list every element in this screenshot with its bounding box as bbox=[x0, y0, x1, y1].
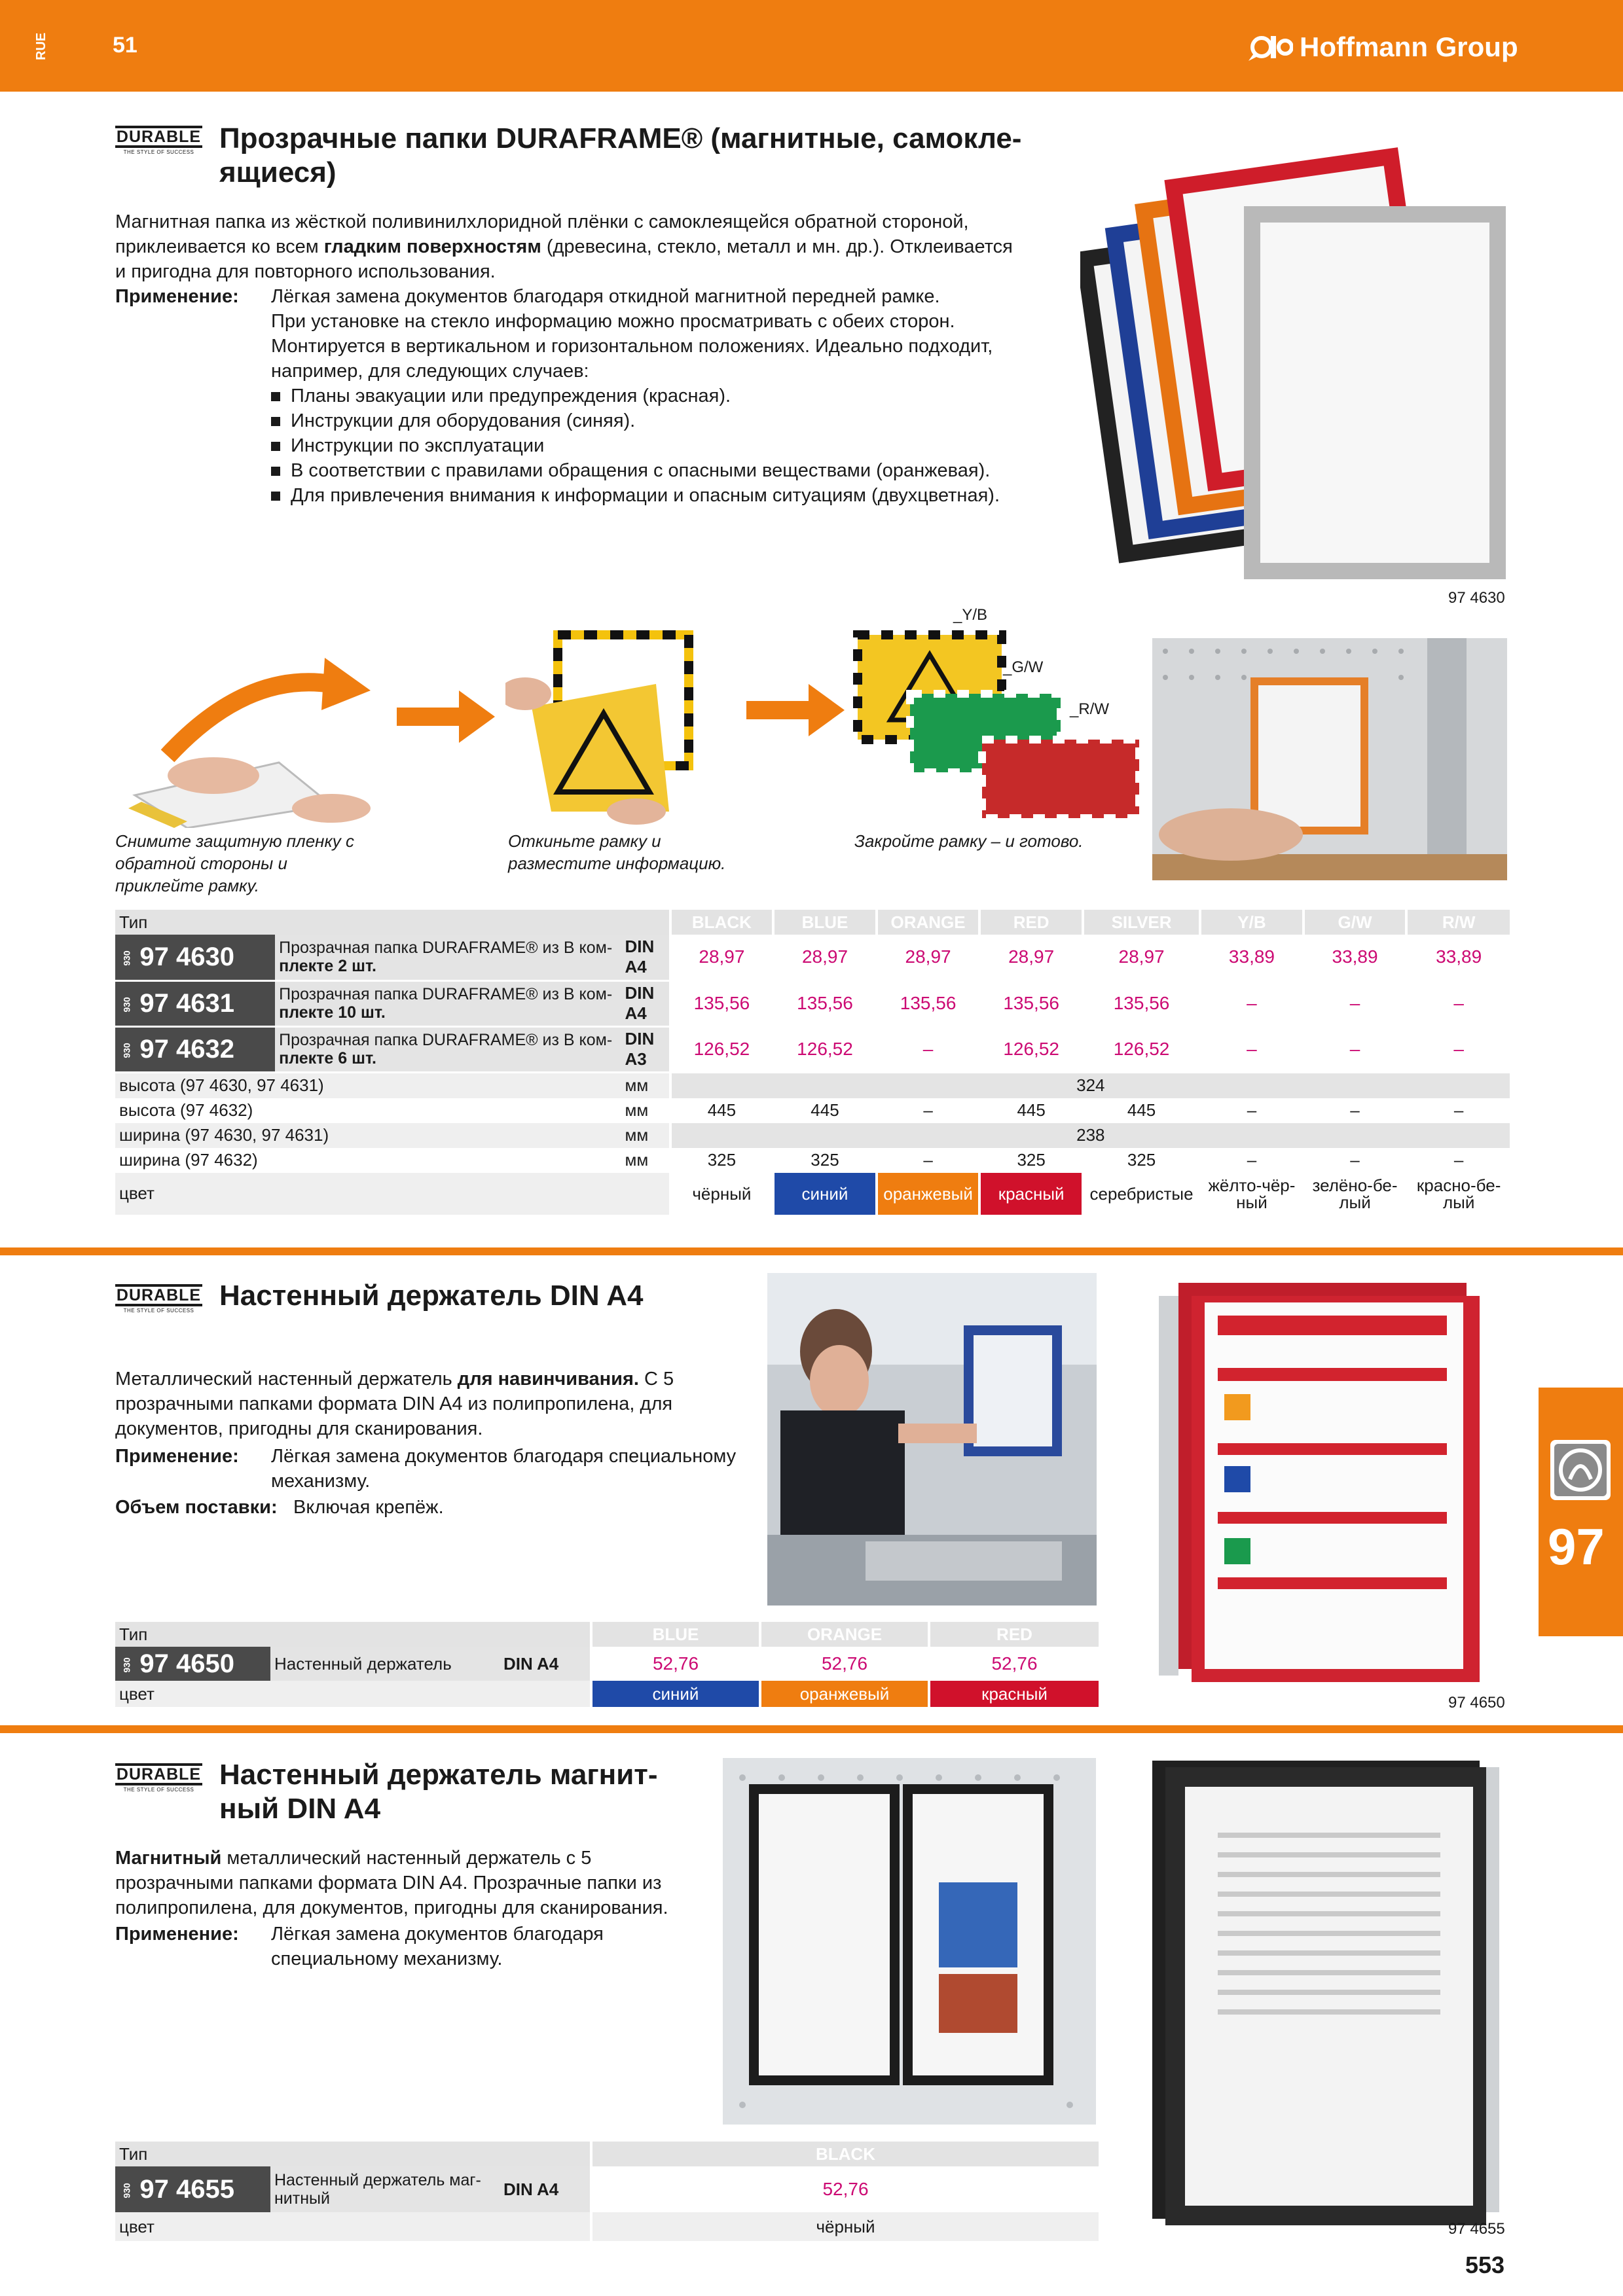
list-item: В соответствии с правилами обращения с опасными веществами (оранжевая). bbox=[271, 458, 1089, 483]
table-row bbox=[115, 980, 1510, 1026]
price-cell: 28,97 bbox=[1083, 935, 1200, 980]
spec-value: 445 bbox=[773, 1098, 877, 1123]
spec-value: – bbox=[1304, 1148, 1407, 1173]
chapter-tab[interactable] bbox=[1539, 1388, 1623, 1636]
color-swatch: красный bbox=[929, 1681, 1099, 1707]
section1-usage-label: Применение: bbox=[115, 286, 239, 307]
step1-caption: Снимите защитную пленку с обратной стороны и приклейте рамку. bbox=[115, 831, 354, 895]
color-label: цвет bbox=[115, 1173, 670, 1215]
article-format: DIN A4 bbox=[621, 935, 670, 980]
image-ref-974630: 97 4630 bbox=[1448, 589, 1505, 607]
section3-usage-label: Применение: bbox=[115, 1924, 239, 1945]
article-format: DIN A4 bbox=[621, 980, 670, 1026]
spec-unit: мм bbox=[621, 1123, 670, 1148]
price-cell: 33,89 bbox=[1200, 935, 1304, 980]
section3-description: Магнитный металлический настенный держатель с 5 прозрачными папками формата DIN A4. Прозрачные папки из полипропилена, для документов, пригодны для сканирования. bbox=[115, 1848, 668, 1918]
color-swatch: красный bbox=[979, 1173, 1083, 1215]
spec-unit: мм bbox=[625, 1150, 649, 1170]
article-format: DIN A4 bbox=[500, 2166, 591, 2212]
price-cell: 52,76 bbox=[760, 1647, 929, 1681]
section2-price-table bbox=[115, 1622, 1099, 1707]
spec-value: – bbox=[877, 1148, 980, 1173]
col-blue: BLUE bbox=[591, 1622, 760, 1647]
variant-label-yb: _Y/B bbox=[953, 606, 988, 624]
article-code[interactable]: 930 97 4655 bbox=[115, 2166, 270, 2212]
spec-value: 325 bbox=[979, 1148, 1083, 1173]
color-swatch: синий bbox=[773, 1173, 877, 1215]
magnetic-holder-product-photo bbox=[1139, 1754, 1510, 2229]
price-cell: 126,52 bbox=[979, 1026, 1083, 1072]
section1-description: Магнитная папка из жёсткой поливинилхлоридной плёнки с самоклеящейся обратной стороной, приклеивается ко всем гладким поверхностям (древесина, стекло, металл и мн. др.). Отклеивается и пригодна для повторного использования. bbox=[115, 211, 1013, 282]
step3-variants-photo bbox=[851, 628, 1146, 825]
spec-label: высота (97 4630, 97 4631) bbox=[115, 1072, 621, 1098]
spec-value: 324 bbox=[670, 1072, 1510, 1098]
color-swatch: жёлто-чёр- ный bbox=[1200, 1173, 1304, 1215]
step3-caption: Закройте рамку – и готово. bbox=[854, 831, 1084, 851]
spec-value: 445 bbox=[670, 1098, 774, 1123]
chapter-number: 97 bbox=[1548, 1518, 1605, 1575]
price-cell: 126,52 bbox=[670, 1026, 774, 1072]
section2-title: Настенный держатель DIN A4 bbox=[219, 1280, 644, 1312]
section1-usage-list bbox=[271, 384, 1089, 508]
col-red: RED bbox=[979, 910, 1083, 935]
table-row bbox=[115, 1026, 1510, 1072]
section-divider bbox=[0, 1247, 1623, 1255]
col-rw: R/W bbox=[1406, 910, 1510, 935]
col-yb: Y/B bbox=[1200, 910, 1304, 935]
article-format: DIN A4 bbox=[500, 1647, 591, 1681]
spec-row bbox=[115, 1148, 1510, 1173]
table-header-row bbox=[115, 910, 1510, 935]
durable-logo: DURABLE THE STYLE OF SUCCESS bbox=[115, 1763, 203, 1793]
image-ref-974655: 97 4655 bbox=[1448, 2220, 1505, 2238]
arrow-icon bbox=[397, 691, 495, 743]
price-cell: 28,97 bbox=[670, 935, 774, 980]
article-description: Прозрачная папка DURAFRAME® из В ком- плекте 10 шт. bbox=[275, 980, 621, 1026]
article-code[interactable]: 930 97 4632 bbox=[115, 1026, 275, 1072]
magnetic-holder-usage-photo bbox=[723, 1758, 1096, 2125]
col-black: BLACK bbox=[670, 910, 774, 935]
table-row bbox=[115, 1647, 1099, 1681]
color-swatch: красно-бе- лый bbox=[1406, 1173, 1510, 1215]
color-swatch: серебристые bbox=[1083, 1173, 1200, 1215]
spec-value: 325 bbox=[1083, 1148, 1200, 1173]
price-cell: – bbox=[1304, 1026, 1407, 1072]
list-item: Для привлечения внимания к информации и опасным ситуациям (двухцветная). bbox=[271, 483, 1089, 508]
type-header: Тип bbox=[115, 2142, 591, 2166]
price-cell: 33,89 bbox=[1406, 935, 1510, 980]
color-label: цвет bbox=[115, 2212, 591, 2241]
article-description: Прозрачная папка DURAFRAME® из В ком- плекте 6 шт. bbox=[275, 1026, 621, 1072]
spec-value: – bbox=[877, 1098, 980, 1123]
price-cell: 135,56 bbox=[979, 980, 1083, 1026]
arrow-icon bbox=[746, 684, 845, 736]
color-swatch: чёрный bbox=[591, 2212, 1099, 2241]
price-cell: 135,56 bbox=[670, 980, 774, 1026]
col-silver: SILVER bbox=[1083, 910, 1200, 935]
article-format: DIN A3 bbox=[621, 1026, 670, 1072]
article-code[interactable]: 930 97 4630 bbox=[115, 935, 275, 980]
price-cell: 28,97 bbox=[979, 935, 1083, 980]
price-cell: 126,52 bbox=[1083, 1026, 1200, 1072]
article-code[interactable]: 930 97 4650 bbox=[115, 1647, 270, 1681]
color-row bbox=[115, 1173, 1510, 1215]
spec-label: высота (97 4632) bbox=[119, 1100, 253, 1120]
spec-value: 445 bbox=[979, 1098, 1083, 1123]
spec-label: ширина (97 4632) bbox=[119, 1150, 258, 1170]
section2-description: Металлический настенный держатель для навинчивания. С 5 прозрачными папками формата DIN A4 из полипропилена, для документов, пригодны для сканирования. bbox=[115, 1369, 674, 1439]
durable-logo: DURABLE THE STYLE OF SUCCESS bbox=[115, 1284, 203, 1314]
list-item: Планы эвакуации или предупреждения (красная). bbox=[271, 384, 1089, 408]
page-number-top: 51 bbox=[113, 33, 137, 58]
pegboard-application-photo bbox=[1152, 638, 1507, 880]
col-gw: G/W bbox=[1304, 910, 1407, 935]
spec-value: 238 bbox=[670, 1123, 1510, 1148]
page-number-bottom: 553 bbox=[1465, 2251, 1505, 2278]
spec-value: – bbox=[1200, 1098, 1304, 1123]
color-swatch: зелёно-бе- лый bbox=[1304, 1173, 1407, 1215]
durable-logo: DURABLE THE STYLE OF SUCCESS bbox=[115, 126, 203, 155]
color-swatch: оранжевый bbox=[877, 1173, 980, 1215]
article-description: Прозрачная папка DURAFRAME® из В ком- плекте 2 шт. bbox=[275, 935, 621, 980]
section2-usage-text: Лёгкая замена документов благодаря специальному механизму. bbox=[271, 1446, 737, 1492]
list-item: Инструкции по эксплуатации bbox=[271, 433, 1089, 458]
price-cell: – bbox=[1200, 1026, 1304, 1072]
duraframe-product-photo bbox=[1080, 144, 1512, 589]
wall-holder-product-photo bbox=[1139, 1276, 1510, 1695]
price-cell: 135,56 bbox=[1083, 980, 1200, 1026]
spec-value: 445 bbox=[1083, 1098, 1200, 1123]
article-description: Настенный держатель маг- нитный bbox=[270, 2166, 500, 2212]
image-ref-974650: 97 4650 bbox=[1448, 1694, 1505, 1712]
price-cell: 33,89 bbox=[1304, 935, 1407, 980]
section2-usage-label: Применение: bbox=[115, 1446, 239, 1467]
price-cell: – bbox=[877, 1026, 980, 1072]
article-code[interactable]: 930 97 4631 bbox=[115, 980, 275, 1026]
type-header: Тип bbox=[115, 910, 670, 935]
col-blue: BLUE bbox=[773, 910, 877, 935]
brand-name: Hoffmann Group bbox=[1300, 31, 1518, 62]
variant-label-rw: _R/W bbox=[1070, 700, 1109, 718]
spec-value: 325 bbox=[773, 1148, 877, 1173]
step2-caption: Откиньте рамку и разместите информацию. bbox=[508, 831, 726, 873]
table-row bbox=[115, 2166, 1099, 2212]
section1-usage-text: Лёгкая замена документов благодаря откидной магнитной передней рамке. При установке на стекло информацию можно просматривать с обеих сторон. Монтируется в вертикальном и горизонтальном положениях. Идеально подходит, например, для следующих случаев: bbox=[271, 286, 993, 382]
price-cell: 52,76 bbox=[591, 2166, 1099, 2212]
spec-value: – bbox=[1406, 1098, 1510, 1123]
spec-value: 325 bbox=[670, 1148, 774, 1173]
table-header-row bbox=[115, 1622, 1099, 1647]
price-cell: 135,56 bbox=[773, 980, 877, 1026]
esd-icon bbox=[1550, 1440, 1611, 1500]
section1-price-table bbox=[115, 910, 1510, 1215]
price-cell: 28,97 bbox=[773, 935, 877, 980]
section3-price-table bbox=[115, 2142, 1099, 2241]
section3-usage-text: Лёгкая замена документов благодаря специальному механизму. bbox=[271, 1924, 604, 1969]
price-cell: 135,56 bbox=[877, 980, 980, 1026]
hoffmann-logo-icon bbox=[1247, 32, 1293, 62]
col-black: BLACK bbox=[591, 2142, 1099, 2166]
spec-label: ширина (97 4630, 97 4631) bbox=[115, 1123, 621, 1148]
language-code: RUE bbox=[34, 32, 48, 60]
col-orange: ORANGE bbox=[760, 1622, 929, 1647]
spec-unit: мм bbox=[621, 1072, 670, 1098]
col-orange: ORANGE bbox=[877, 910, 980, 935]
color-swatch: синий bbox=[591, 1681, 760, 1707]
spec-value: – bbox=[1200, 1148, 1304, 1173]
spec-value: – bbox=[1406, 1148, 1510, 1173]
price-cell: – bbox=[1304, 980, 1407, 1026]
spec-row bbox=[115, 1098, 1510, 1123]
section1-title: Прозрачные папки DURAFRAME® (магнитные, самокле- ящиеся) bbox=[219, 122, 1022, 188]
table-header-row bbox=[115, 2142, 1099, 2166]
price-cell: – bbox=[1406, 1026, 1510, 1072]
spec-unit: мм bbox=[625, 1100, 649, 1120]
price-cell: – bbox=[1406, 980, 1510, 1026]
variant-label-gw: _G/W bbox=[1003, 658, 1044, 676]
color-swatch: оранжевый bbox=[760, 1681, 929, 1707]
wall-holder-usage-photo bbox=[767, 1273, 1097, 1605]
article-description: Настенный держатель bbox=[270, 1647, 500, 1681]
section-divider bbox=[0, 1725, 1623, 1733]
price-cell: – bbox=[1200, 980, 1304, 1026]
section3-title: Настенный держатель магнит- ный DIN A4 bbox=[219, 1759, 658, 1825]
color-row bbox=[115, 2212, 1099, 2241]
step1-peel-photo bbox=[115, 645, 397, 828]
col-red: RED bbox=[929, 1622, 1099, 1647]
color-label: цвет bbox=[115, 1681, 591, 1707]
step2-open-frame-photo bbox=[505, 622, 702, 825]
section2-delivery-text: Включая крепёж. bbox=[293, 1497, 444, 1518]
color-row bbox=[115, 1681, 1099, 1707]
price-cell: 52,76 bbox=[929, 1647, 1099, 1681]
list-item: Инструкции для оборудования (синяя). bbox=[271, 408, 1089, 433]
table-row bbox=[115, 935, 1510, 980]
spec-row bbox=[115, 1123, 1510, 1148]
price-cell: 28,97 bbox=[877, 935, 980, 980]
section2-delivery-label: Объем поставки: bbox=[115, 1497, 278, 1518]
color-swatch: чёрный bbox=[670, 1173, 774, 1215]
spec-value: – bbox=[1304, 1098, 1407, 1123]
price-cell: 126,52 bbox=[773, 1026, 877, 1072]
spec-row bbox=[115, 1072, 1510, 1098]
brand-logo bbox=[1247, 31, 1518, 63]
type-header: Тип bbox=[115, 1622, 591, 1647]
price-cell: 52,76 bbox=[591, 1647, 760, 1681]
